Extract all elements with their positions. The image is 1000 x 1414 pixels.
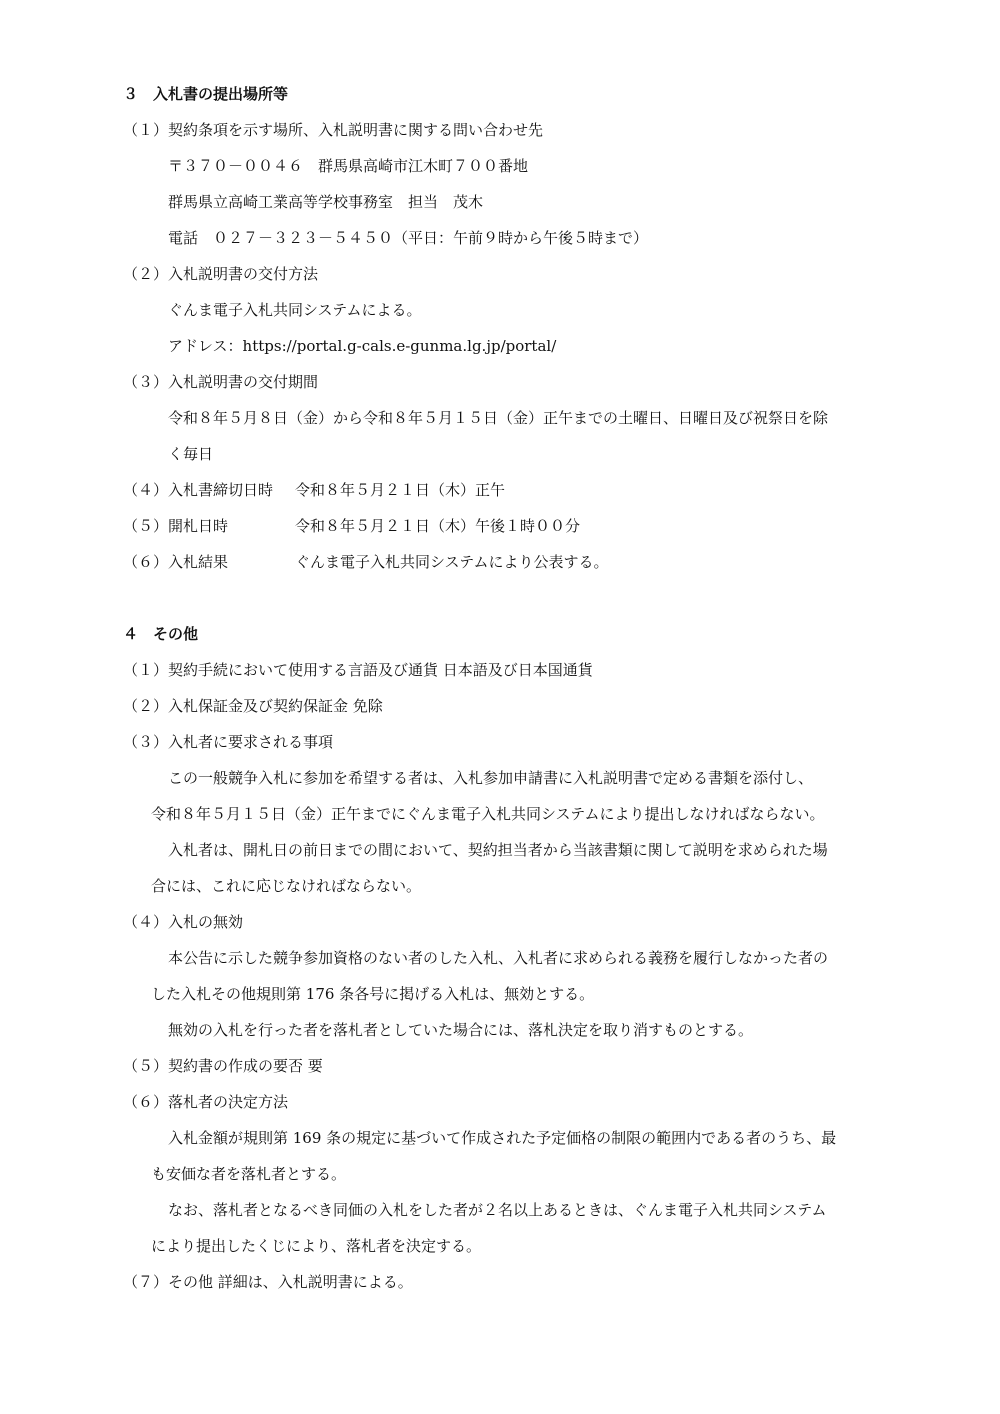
section-3-heading: ３ 入札書の提出場所等 bbox=[123, 85, 289, 103]
s4-item1: （１）契約手続において使用する言語及び通貨 日本語及び日本国通貨 bbox=[123, 661, 593, 679]
s4-item6-p1-line2: も安価な者を落札者とする。 bbox=[151, 1165, 347, 1183]
s3-item2-method: ぐんま電子入札共同システムによる。 bbox=[168, 301, 422, 319]
s3-item5-label: （５）開札日時 bbox=[123, 517, 229, 535]
s3-item4-value: 令和８年５月２１日（木）正午 bbox=[295, 481, 506, 499]
s3-item3-label: （３）入札説明書の交付期間 bbox=[123, 373, 319, 391]
s3-item1-address: 〒３７０－００４６ 群馬県高崎市江木町７００番地 bbox=[168, 157, 529, 175]
s3-item4-label: （４）入札書締切日時 bbox=[123, 481, 274, 499]
s3-item2-label: （２）入札説明書の交付方法 bbox=[123, 265, 319, 283]
s4-item6-p2-line2: により提出したくじにより、落札者を決定する。 bbox=[151, 1237, 482, 1255]
s3-item5-value: 令和８年５月２１日（木）午後１時００分 bbox=[295, 517, 581, 535]
s4-item4-p1-line1: 本公告に示した競争参加資格のない者のした入札、入札者に求められる義務を履行しなかった者の bbox=[168, 949, 829, 967]
s4-item4-p2: 無効の入札を行った者を落札者としていた場合には、落札決定を取り消すものとする。 bbox=[168, 1021, 754, 1039]
s4-item4-p1-line2: した入札その他規則第 176 条各号に掲げる入札は、無効とする。 bbox=[151, 985, 595, 1003]
s4-item6-p1-line1: 入札金額が規則第 169 条の規定に基づいて作成された予定価格の制限の範囲内である者のうち、最 bbox=[168, 1129, 837, 1147]
s3-item1-office: 群馬県立高崎工業高等学校事務室 担当 茂木 bbox=[168, 193, 484, 211]
s3-item2-url: アドレス：https://portal.g-cals.e-gunma.lg.jp/portal/ bbox=[168, 337, 557, 355]
s4-item6-p2-line1: なお、落札者となるべき同価の入札をした者が２名以上あるときは、ぐんま電子入札共同システム bbox=[168, 1201, 827, 1219]
s4-item6-label: （６）落札者の決定方法 bbox=[123, 1093, 289, 1111]
s4-item4-label: （４）入札の無効 bbox=[123, 913, 244, 931]
s4-item3-p1-line2: 令和８年５月１５日（金）正午までにぐんま電子入札共同システムにより提出しなければならない。 bbox=[151, 805, 825, 823]
s3-item6-value: ぐんま電子入札共同システムにより公表する。 bbox=[295, 553, 609, 571]
s4-item3-p2-line1: 入札者は、開札日の前日までの間において、契約担当者から当該書類に関して説明を求められた場 bbox=[168, 841, 828, 859]
s4-item2: （２）入札保証金及び契約保証金 免除 bbox=[123, 697, 383, 715]
s3-item3-line1: 令和８年５月８日（金）から令和８年５月１５日（金）正午までの土曜日、日曜日及び祝祭日を除 bbox=[168, 409, 829, 427]
s3-item1-phone: 電話 ０２７－３２３－５４５０（平日：午前９時から午後５時まで） bbox=[168, 229, 649, 247]
s4-item3-p1-line1: この一般競争入札に参加を希望する者は、入札参加申請書に入札説明書で定める書類を添付し、 bbox=[168, 769, 814, 787]
s3-item3-line2: く毎日 bbox=[168, 445, 214, 463]
s4-item7: （７）その他 詳細は、入札説明書による。 bbox=[123, 1273, 413, 1291]
s3-item6-label: （６）入札結果 bbox=[123, 553, 229, 571]
s4-item5: （５）契約書の作成の要否 要 bbox=[123, 1057, 323, 1075]
s3-item1-label: （１）契約条項を示す場所、入札説明書に関する問い合わせ先 bbox=[123, 121, 544, 139]
s4-item3-p2-line2: 合には、これに応じなければならない。 bbox=[151, 877, 422, 895]
s4-item3-label: （３）入札者に要求される事項 bbox=[123, 733, 334, 751]
section-4-heading: ４ その他 bbox=[123, 625, 199, 643]
